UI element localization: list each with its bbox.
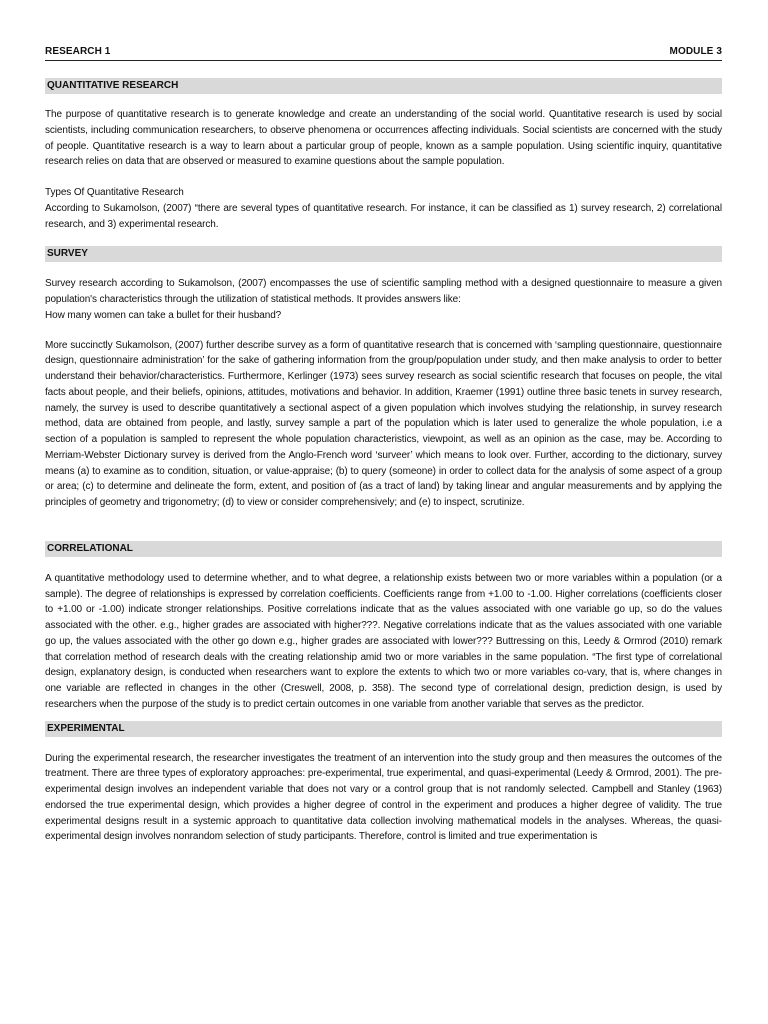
paragraph-correlational: A quantitative methodology used to determine whether, and to what degree, a relationship exists between two or more variables within a population (or a sample). The degree of relationships is expressed by correlation coefficients. Coefficients range from +1.00 to -1.00. Higher correlations (coefficients closer to +1.00 or -1.00) indicate stronger relationships. Positive correlations indicate that as the values associated with one variable go up, so do the values associated with the other. e.g., higher grades are associated with higher???. Negative correlations indicate that as the values associated with one variable go up, the values associated with the other go down e.g., higher grades are associated with lower??? Buttressing on this, Leedy & Ormrod (2010) remark that correlation method of research deals with the creating relationship amid two or more variables in the same population. “The first type of correlational design, explanatory design, is conducted when researchers want to explore the extents to which two or more variables co-vary, that is, where changes in one variable are reflected in changes in the other (Creswell, 2008, p. 358). The second type of correlational design, prediction design, is used by researchers when the purpose of the study is to predict certain outcomes in one variable from another variable that serves as the predictor. (45, 572, 722, 710)
paragraph-quantitative-intro: The purpose of quantitative research is to generate knowledge and create an understanding of the social world. Quantitative research is used by social scientists, including communication researchers, to observe phenomena or occurrences affecting individuals. Social scientists are concerned with the study of people. Quantitative research is a way to learn about a particular group of people, known as a sample population. Using scientific inquiry, quantitative research relies on data that are observed or measured to examine questions about the sample population. (45, 109, 722, 168)
header-module: MODULE 3 (669, 46, 722, 57)
paragraph-types: According to Sukamolson, (2007) “there are several types of quantitative research. For instance, it can be classified as 1) survey research, 2) correlational research, and 3) experimental research. (45, 202, 722, 230)
section-heading-survey: SURVEY (45, 246, 722, 262)
document-page (45, 46, 722, 845)
paragraph-survey-1: Survey research according to Sukamolson, (2007) encompasses the use of scientific sampling method with a designed questionnaire to measure a given population's characteristics through the utilization of statistical methods. It provides answers like: (45, 278, 722, 305)
paragraph-experimental: During the experimental research, the researcher investigates the treatment of an intervention into the study group and then measures the outcomes of the treatment. There are three types of exploratory approaches: pre-experimental, true experimental, and quasi-experimental (Leedy & Ormrod, 2001). The pre-experimental design involves an independent variable that does not vary or a control group that is not randomly selected. Campbell and Stanley (1963) endorsed the true experimental design, which provides a higher degree of control in the experiment and produces a higher degree of validity. The true experimental designs result in a systemic approach to quantitative data collection involving mathematical models in the analyses. Whereas, the quasi-experimental design involves nonrandom selection of study participants. Therefore, control is limited and true experimentation is (45, 752, 722, 843)
section-heading-experimental: EXPERIMENTAL (45, 721, 722, 737)
header-course: RESEARCH 1 (45, 46, 111, 57)
paragraph-survey-2: More succinctly Sukamolson, (2007) further describe survey as a form of quantitative research that is concerned with ‘sampling questionnaire, questionnaire design, questionnaire administration’ for the sake of gathering information from the group/population under study, and then make analysis to order to better understand their behavior/characteristics. Furthermore, Kerlinger (1973) sees survey research as social scientific research that focuses on people, the vital facts about people, and their beliefs, opinions, attitudes, motivations and behavior. In addition, Kraemer (1991) outline three basic tenets in survey research, namely, the survey is used to describe quantitatively a sectional aspect of a given population which involves studying the relationship, in survey research method, data are obtained from people, and lastly, survey sample a part of the population which is later used to generalize the whole population, i.e a section of a population is sampled to represent the whole population characteristics, viewpoint, as well as an opinion as the case, may be. According to Merriam-Webster Dictionary survey is derived from the Anglo-French word ‘surveer’ which means to look over. Further, according to the dictionary, survey means (a) to examine as to condition, situation, or value-appraise; (b) to query (someone) in order to collect data for the analysis of some aspect of a group or area; (c) to determine and delineate the form, extent, and position of (as a tract of land) by taking linear and angular measurements and by applying the principles of geometry and trigonometry; (d) to view or consider comprehensively; and (e) to inspect, scrutinize. (45, 339, 722, 508)
section-heading-correlational: CORRELATIONAL (45, 541, 722, 557)
section-heading-quantitative: QUANTITATIVE RESEARCH (45, 78, 722, 94)
running-header (45, 46, 722, 61)
subheading-types: Types Of Quantitative Research (45, 187, 184, 198)
paragraph-survey-question: How many women can take a bullet for their husband? (45, 309, 282, 321)
